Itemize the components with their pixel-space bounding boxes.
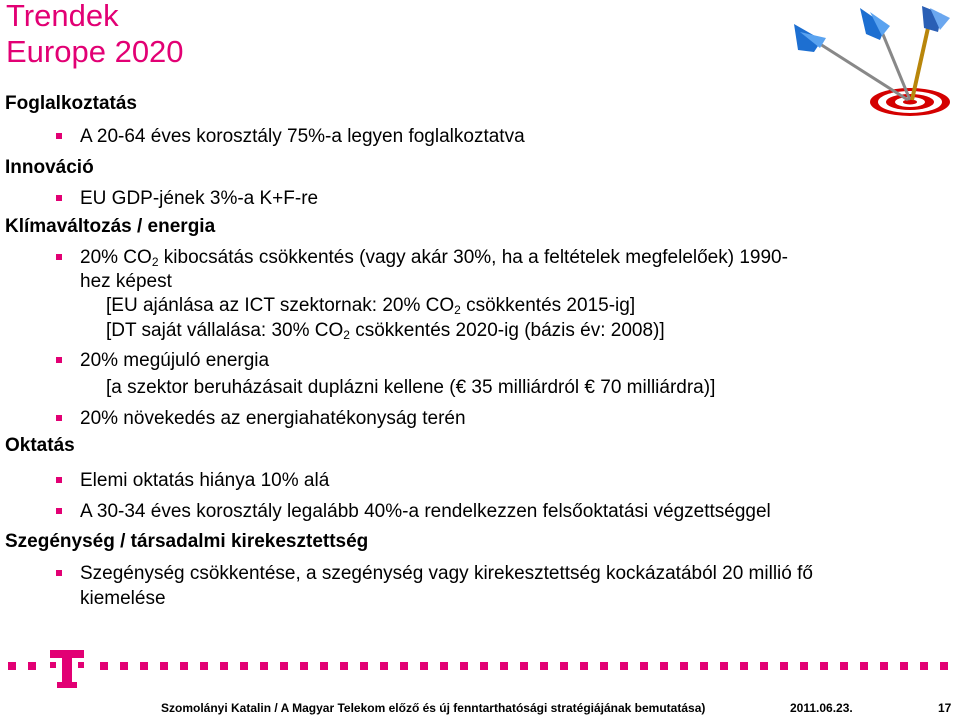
bullet-marker — [56, 357, 62, 363]
footer-dots-decoration — [0, 650, 959, 690]
bullet-co2-line2: hez képest — [80, 271, 172, 292]
bullet-poverty: Szegénység csökkentése, a szegénység vagy kirekesztettség kockázatából 20 millió fő — [80, 563, 813, 584]
sub-eu-ict — [106, 295, 635, 317]
section-education: Oktatás — [5, 435, 75, 456]
bullet-marker — [56, 508, 62, 514]
section-innovation: Innováció — [5, 157, 94, 178]
bullet-marker — [56, 570, 62, 576]
eu-ict-pre: [EU ajánlása az ICT szektornak: 20% CO — [106, 295, 455, 316]
footer-text: Szomolányi Katalin / A Magyar Telekom előző és új fenntarthatósági stratégiájának bemutatása) — [161, 701, 706, 715]
co2-subscript: 2 — [454, 303, 461, 317]
bullet-employment: A 20-64 éves korosztály 75%-a legyen foglalkoztatva — [80, 126, 525, 147]
bullet-innovation: EU GDP-jének 3%-a K+F-re — [80, 188, 319, 209]
footer-date: 2011.06.23. — [790, 701, 853, 715]
co2-text-post: kibocsátás csökkentés (vagy akár 30%, ha a feltételek megfelelőek) 1990- — [158, 247, 788, 268]
bullet-renewable: 20% megújuló energia — [80, 350, 270, 371]
bullet-higher-education: A 30-34 éves korosztály legalább 40%-a rendelkezzen felsőoktatási végzettséggel — [80, 501, 771, 522]
dt-post: csökkentés 2020-ig (bázis év: 2008)] — [349, 320, 665, 341]
bullet-marker — [56, 133, 62, 139]
section-poverty: Szegénység / társadalmi kirekesztettség — [5, 531, 369, 552]
bullet-marker — [56, 477, 62, 483]
sub-dt-commitment — [106, 320, 665, 342]
bullet-poverty-line2: kiemelése — [80, 588, 166, 609]
co2-subscript: 2 — [151, 255, 159, 269]
bullet-marker — [56, 254, 62, 260]
title-line-2: Europe 2020 — [6, 34, 184, 69]
bullet-efficiency: 20% növekedés az energiahatékonyság terén — [80, 408, 466, 429]
bullet-co2 — [80, 247, 788, 269]
sub-investment: [a szektor beruházásait duplázni kellene (€ 35 milliárdról € 70 milliárdra)] — [106, 377, 716, 398]
bullet-marker — [56, 415, 62, 421]
page-number: 17 — [938, 701, 952, 715]
section-employment: Foglalkoztatás — [5, 93, 137, 114]
dt-pre: [DT saját vállalása: 30% CO — [106, 320, 344, 341]
slide-title — [6, 0, 184, 70]
bullet-primary-education: Elemi oktatás hiánya 10% alá — [80, 470, 330, 491]
co2-text-pre: 20% CO — [80, 247, 152, 268]
bullet-marker — [56, 195, 62, 201]
eu-ict-post: csökkentés 2015-ig] — [460, 295, 636, 316]
telekom-t-logo-icon — [50, 650, 84, 690]
title-line-1: Trendek — [6, 0, 119, 33]
darts-target-icon — [790, 4, 955, 124]
section-climate-energy: Klímaváltozás / energia — [5, 216, 216, 237]
co2-subscript: 2 — [343, 328, 350, 342]
